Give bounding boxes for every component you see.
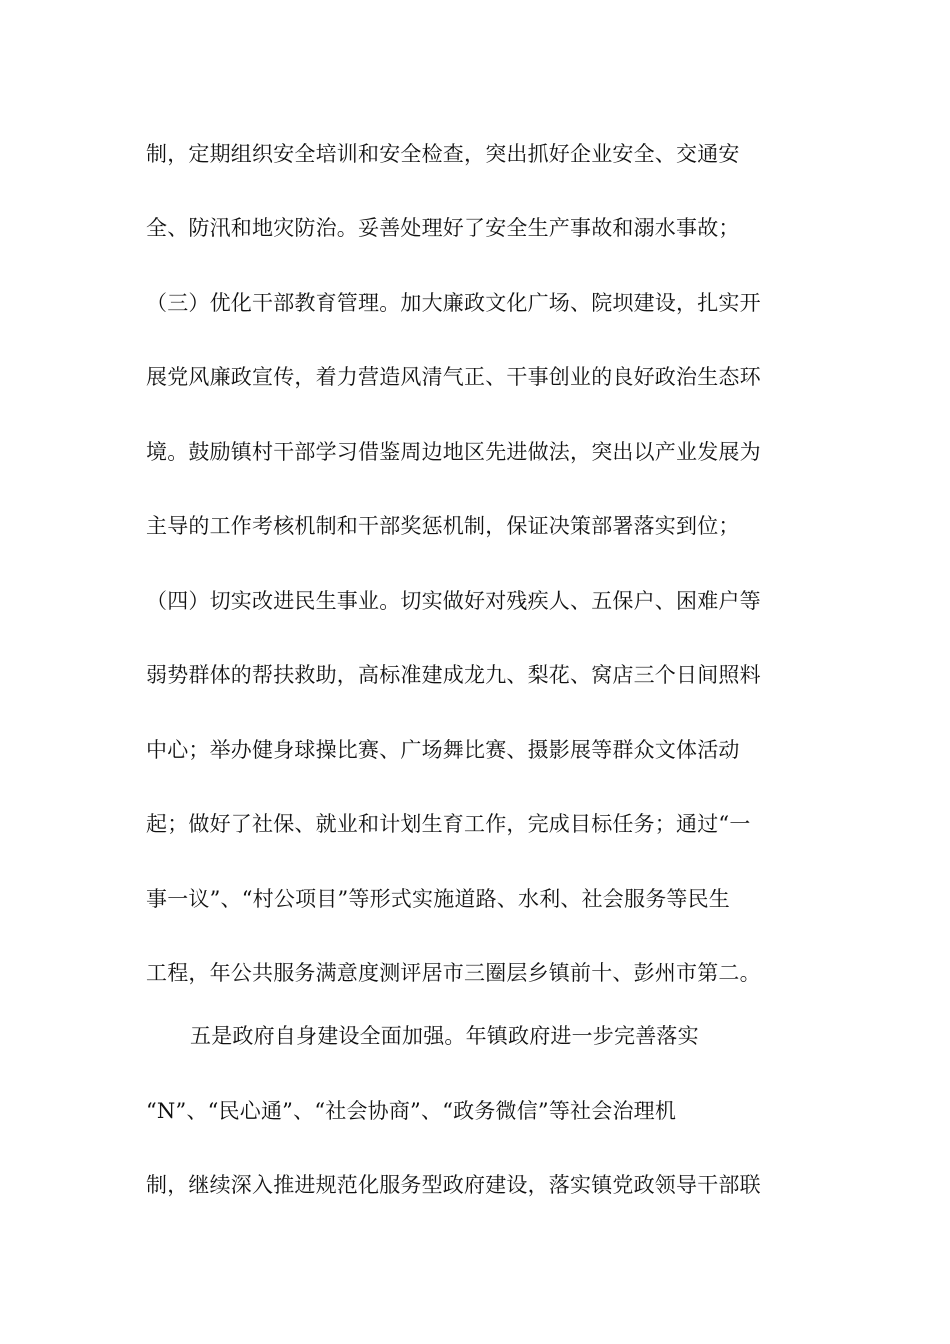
text-line: （四）切实改进民生事业。切实做好对残疾人、五保户、困难户等	[146, 589, 761, 613]
text-line: 事一议”、“村公项目”等形式实施道路、水利、社会服务等民生	[146, 887, 731, 911]
text-line: 制，继续深入推进规范化服务型政府建设，落实镇党政领导干部联	[146, 1173, 761, 1197]
text-line: 工程，年公共服务满意度测评居市三圈层乡镇前十、彭州市第二。	[146, 961, 761, 985]
text-line: 主导的工作考核机制和干部奖惩机制，保证决策部署落实到位；	[146, 514, 740, 538]
text-line: 全、防汛和地灾防治。妥善处理好了安全生产事故和溺水事故；	[146, 216, 740, 240]
text-line: “N”、“民心通”、“社会协商”、“政务微信”等社会治理机	[146, 1099, 677, 1123]
text-line: 展党风廉政宣传，着力营造风清气正、干事创业的良好政治生态环	[146, 365, 761, 389]
text-line: 中心；举办健身球操比赛、广场舞比赛、摄影展等群众文体活动	[146, 738, 740, 762]
text-line: 境。鼓励镇村干部学习借鉴周边地区先进做法，突出以产业发展为	[146, 440, 761, 464]
text-line: 起；做好了社保、就业和计划生育工作，完成目标任务；通过“一	[146, 812, 751, 836]
text-line: （三）优化干部教育管理。加大廉政文化广场、院坝建设，扎实开	[146, 291, 761, 315]
text-line: 弱势群体的帮扶救助，高标准建成龙九、梨花、窝店三个日间照料	[146, 663, 761, 687]
paragraph-first-line: 五是政府自身建设全面加强。年镇政府进一步完善落实	[190, 1024, 699, 1048]
text-line: 制，定期组织安全培训和安全检查，突出抓好企业安全、交通安	[146, 142, 740, 166]
